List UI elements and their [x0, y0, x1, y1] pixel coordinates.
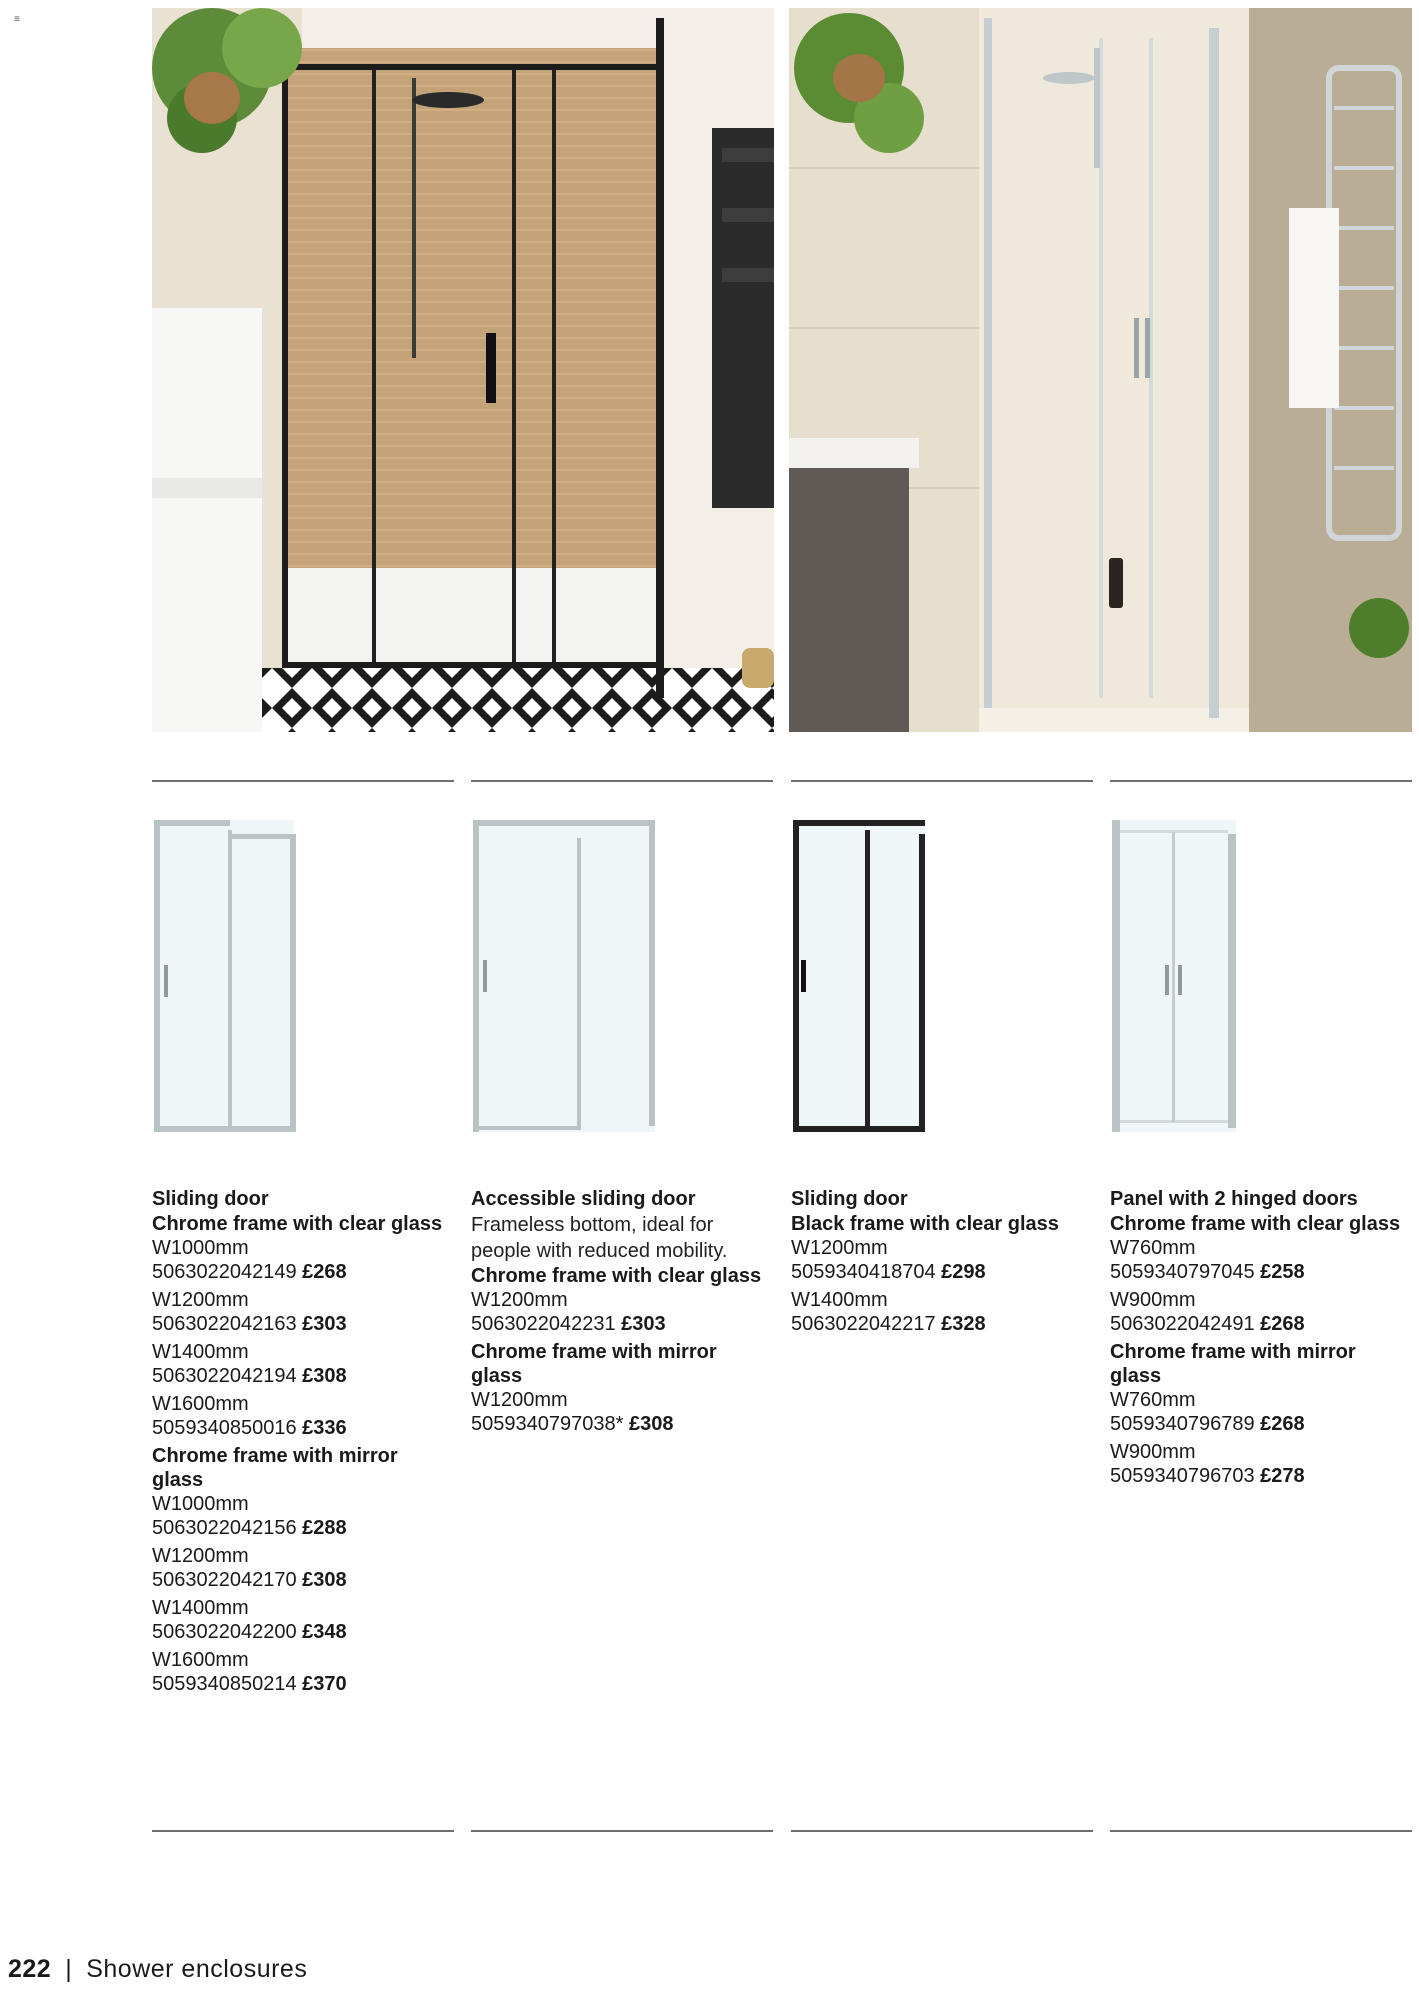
list-item: W1600mm 5059340850016 £336 [152, 1393, 347, 1439]
product-column-accessible-sliding-door [471, 780, 773, 1818]
hero-photo-chrome-hinged-shower [789, 8, 1412, 732]
page-footer [8, 1955, 307, 1984]
variant-title: Black frame with clear glass [791, 1213, 1059, 1235]
accessible-sliding-door-icon [471, 820, 773, 1150]
list-item: W1200mm 5063022042231 £303 [471, 1289, 666, 1335]
divider [791, 780, 1093, 782]
product-details [152, 1186, 454, 1818]
list-item: W760mm 5059340797045 £258 [1110, 1237, 1305, 1283]
list-item: W1200mm 5059340797038* £308 [471, 1389, 674, 1435]
variant-title: Chrome frame with clear glass [152, 1213, 443, 1235]
list-item: W1400mm 5063022042217 £328 [791, 1289, 986, 1335]
product-description: Frameless bottom, ideal for people with reduced mobility. [471, 1214, 728, 1262]
list-item: W900mm 5059340796703 £278 [1110, 1441, 1305, 1487]
product-image-accessible-sliding-door [471, 820, 773, 1150]
sliding-door-chrome-icon [152, 820, 454, 1150]
divider [1110, 780, 1412, 782]
shower-scene-black-frame-image [152, 8, 774, 732]
product-column-sliding-door-black [791, 780, 1093, 1818]
page-number: 222 [8, 1955, 52, 1983]
product-details [791, 1186, 1093, 1818]
list-item: W1400mm 5063022042194 £308 [152, 1341, 347, 1387]
product-details [471, 1186, 773, 1818]
list-item: W1000mm 5063022042156 £288 [152, 1493, 347, 1539]
product-column-sliding-door-chrome [152, 780, 454, 1818]
product-title: Sliding door [152, 1188, 269, 1210]
list-item: W1000mm 5063022042149 £268 [152, 1237, 347, 1283]
product-details [1110, 1186, 1412, 1818]
divider [152, 1830, 454, 1832]
product-image-sliding-door-chrome [152, 820, 454, 1150]
product-title: Sliding door [791, 1188, 908, 1210]
list-item: W900mm 5063022042491 £268 [1110, 1289, 1305, 1335]
list-item: W1200mm 5063022042163 £303 [152, 1289, 347, 1335]
list-item: W1200mm 5063022042170 £308 [152, 1545, 347, 1591]
divider [471, 780, 773, 782]
shower-scene-chrome-hinged-image [789, 8, 1412, 732]
variant-title: Chrome frame with clear glass [1110, 1213, 1401, 1235]
divider [471, 1830, 773, 1832]
variant-title: Chrome frame with mirror glass [471, 1341, 717, 1387]
product-image-sliding-door-black [791, 820, 1093, 1150]
divider [791, 1830, 1093, 1832]
product-title: Panel with 2 hinged doors [1110, 1188, 1358, 1210]
list-item: W1600mm 5059340850214 £370 [152, 1649, 347, 1695]
product-title: Accessible sliding door [471, 1188, 696, 1210]
product-column-hinged-doors [1110, 780, 1412, 1818]
corner-mark: ≡ [14, 14, 20, 25]
hero-photo-black-sliding-shower [152, 8, 774, 732]
section-title: Shower enclosures [86, 1955, 308, 1983]
footer-separator: | [65, 1955, 73, 1983]
list-item: W1400mm 5063022042200 £348 [152, 1597, 347, 1643]
variant-title: Chrome frame with clear glass [471, 1265, 762, 1287]
divider [1110, 1830, 1412, 1832]
list-item: W760mm 5059340796789 £268 [1110, 1389, 1305, 1435]
list-item: W1200mm 5059340418704 £298 [791, 1237, 986, 1283]
variant-title: Chrome frame with mirror glass [152, 1445, 398, 1491]
sliding-door-black-icon [791, 820, 1093, 1150]
divider [152, 780, 454, 782]
variant-title: Chrome frame with mirror glass [1110, 1341, 1356, 1387]
product-image-hinged-doors [1110, 820, 1412, 1150]
hinged-doors-icon [1110, 820, 1412, 1150]
